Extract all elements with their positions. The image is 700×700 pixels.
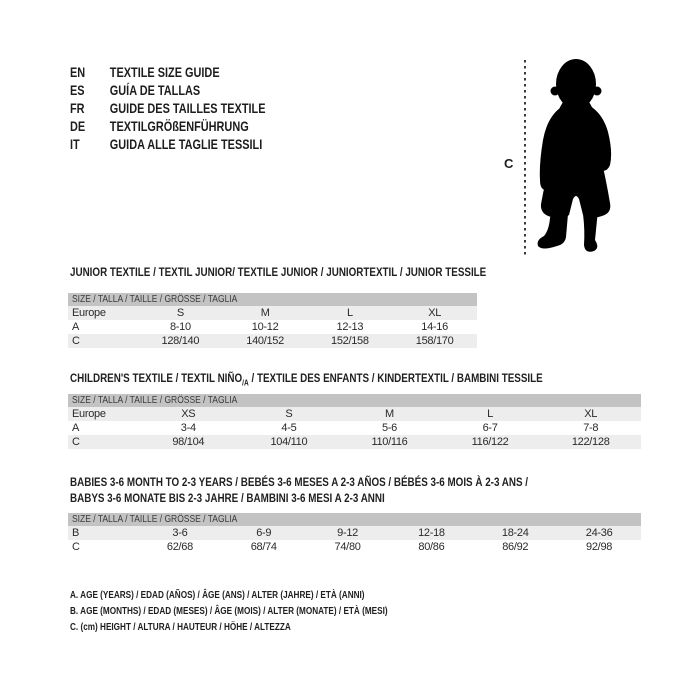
language-row <box>70 99 321 117</box>
table-row <box>68 407 641 421</box>
table-cell: 12-13 <box>336 321 364 333</box>
language-code: DE <box>70 118 86 134</box>
table-cell: 6-9 <box>222 526 306 540</box>
table-cell: 24-36 <box>557 526 641 540</box>
footnote-c: C. (cm) HEIGHT / ALTURA / HAUTEUR / HÖHE / ALTEZZA <box>70 621 291 633</box>
table-cell: 98/104 <box>138 435 239 449</box>
table-cell: 86/92 <box>502 541 529 553</box>
language-code: EN <box>70 64 86 80</box>
junior-size-header-bar: SIZE / TALLA / TAILLE / GRÖSSE / TAGLIA <box>68 293 477 306</box>
language-label: GUIDA ALLE TAGLIE TESSILI <box>109 136 263 152</box>
table-cell: M <box>339 407 440 421</box>
table-row <box>68 540 641 554</box>
table-cell: 140/152 <box>223 334 308 348</box>
junior-section-title: JUNIOR TEXTILE / TEXTIL JUNIOR/ TEXTILE JUNIOR / JUNIORTEXTIL / JUNIOR TESSILE <box>70 265 487 279</box>
junior-size-table <box>68 306 477 348</box>
table-cell: 18-24 <box>473 526 557 540</box>
babies-section-title: BABIES 3-6 MONTH TO 2-3 YEARS / BEBÉS 3-6 MESES A 2-3 AÑOS / BÉBÉS 3-6 MOIS À 2-3 ANS / BABYS 3-6 MONATE BIS 2-3 JAHRE / BAMBINI 3-6 MESI A 2-3 ANNI <box>70 475 529 505</box>
table-row <box>68 306 477 320</box>
language-row <box>70 135 321 153</box>
table-cell: M <box>223 306 308 320</box>
height-measure-line <box>524 60 526 257</box>
language-code: ES <box>70 82 85 98</box>
table-cell: 122/128 <box>540 435 641 449</box>
table-cell: 68/74 <box>250 541 277 553</box>
baby-silhouette <box>533 58 623 257</box>
table-cell: 12-18 <box>389 526 473 540</box>
table-cell: 116/122 <box>440 435 541 449</box>
footnote-a: A. AGE (YEARS) / EDAD (AÑOS) / ÂGE (ANS) / ALTER (JAHRE) / ETÀ (ANNI) <box>70 589 365 601</box>
table-cell: 14-16 <box>421 321 448 333</box>
language-code: IT <box>70 136 80 152</box>
language-row <box>70 63 321 81</box>
table-row <box>68 421 641 435</box>
footnote-b: B. AGE (MONTHS) / EDAD (MESES) / ÂGE (MOIS) / ALTER (MONATE) / ETÀ (MESI) <box>70 605 388 617</box>
language-label: GUÍA DE TALLAS <box>109 82 201 98</box>
table-cell: 7-8 <box>583 422 599 434</box>
babies-table-wrap <box>68 526 641 554</box>
table-cell: 6-7 <box>482 422 498 434</box>
table-row <box>68 320 477 334</box>
language-label: TEXTILGRÖßENFÜHRUNG <box>109 118 249 134</box>
table-cell: Europe <box>68 407 138 421</box>
table-cell: XL <box>540 407 641 421</box>
children-size-header-bar: SIZE / TALLA / TAILLE / GRÖSSE / TAGLIA <box>68 394 641 407</box>
table-cell: 8-10 <box>169 321 191 333</box>
table-cell: XL <box>392 306 477 320</box>
children-section-title: CHILDREN'S TEXTILE / TEXTIL $NIÑO_{/A}$ / TEXTILE DES ENFANTS / KINDERTEXTIL / BAMBINI TESSILE <box>70 371 543 388</box>
table-cell: 4-5 <box>281 422 297 434</box>
children-table-wrap <box>68 407 641 449</box>
table-cell: A <box>72 422 80 434</box>
table-cell: 3-6 <box>138 526 222 540</box>
table-cell: 9-12 <box>306 526 390 540</box>
table-cell: 152/158 <box>308 334 393 348</box>
table-cell: 158/170 <box>392 334 477 348</box>
babies-size-header-bar: SIZE / TALLA / TAILLE / GRÖSSE / TAGLIA <box>68 513 641 526</box>
table-cell: L <box>440 407 541 421</box>
language-code: FR <box>70 100 85 116</box>
table-cell: 5-6 <box>381 422 397 434</box>
babies-size-table <box>68 526 641 554</box>
measure-label-c: C <box>504 156 514 171</box>
language-list <box>70 63 321 153</box>
table-cell: B <box>68 526 138 540</box>
language-label: GUIDE DES TAILLES TEXTILE <box>109 100 266 116</box>
table-cell: 10-12 <box>251 321 279 333</box>
table-cell: S <box>239 407 340 421</box>
table-cell: 74/80 <box>334 541 361 553</box>
table-cell: S <box>138 306 223 320</box>
junior-table-wrap <box>68 306 477 348</box>
nino-a-subscript: /A <box>242 378 249 388</box>
table-cell: C <box>72 541 80 553</box>
table-cell: 104/110 <box>239 435 340 449</box>
table-cell: A <box>72 321 80 333</box>
table-row <box>68 526 641 540</box>
table-cell: 3-4 <box>180 422 196 434</box>
table-row <box>68 435 641 449</box>
table-cell: C <box>68 334 138 348</box>
table-cell: 62/68 <box>166 541 193 553</box>
language-label: TEXTILE SIZE GUIDE <box>109 64 220 80</box>
table-cell: 92/98 <box>586 541 613 553</box>
language-row <box>70 81 321 99</box>
table-cell: XS <box>138 407 239 421</box>
table-cell: 128/140 <box>138 334 223 348</box>
table-cell: 110/116 <box>339 435 440 449</box>
table-cell: Europe <box>68 306 138 320</box>
language-row <box>70 117 321 135</box>
table-cell: 80/86 <box>418 541 445 553</box>
children-size-table <box>68 407 641 449</box>
table-cell: L <box>308 306 393 320</box>
footnotes <box>70 587 477 635</box>
table-cell: C <box>68 435 138 449</box>
table-row <box>68 334 477 348</box>
